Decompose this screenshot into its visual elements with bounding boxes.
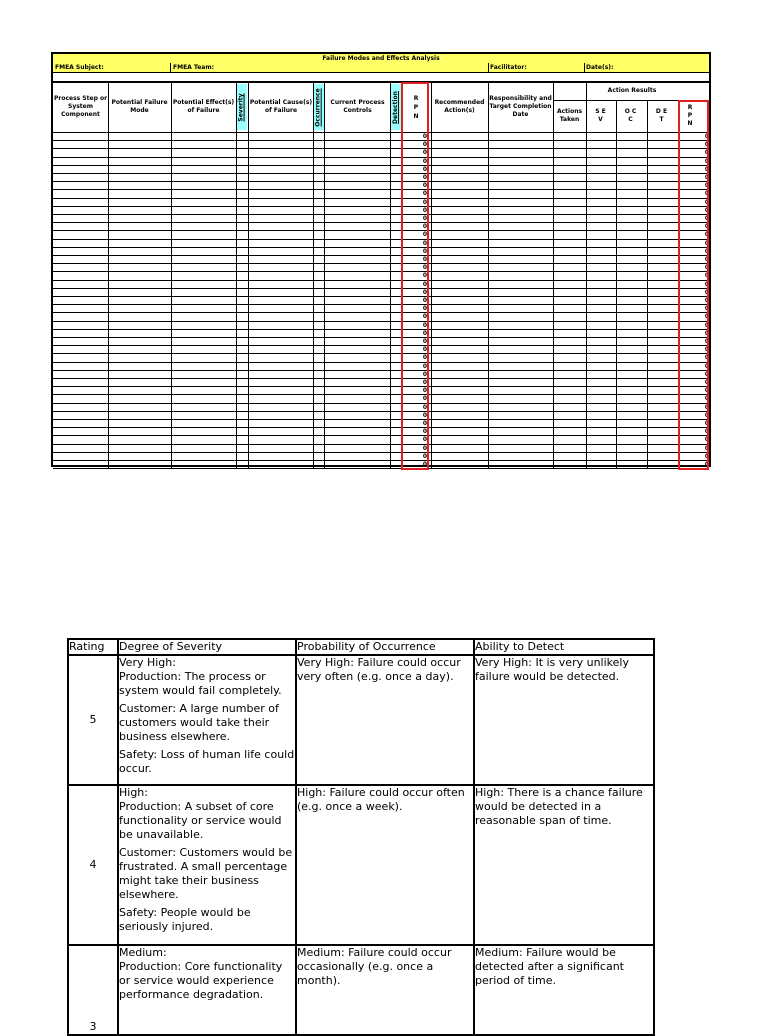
severity-cell: Very High: Production: The process or system would fail completely. Customer: A large number of customers would take their business elsewhere. Safety: Loss of human life could occur. xyxy=(118,655,296,785)
rpn-result-value: 0 xyxy=(704,165,709,173)
rpn-result-value: 0 xyxy=(704,354,709,362)
table-row xyxy=(53,394,709,395)
rpn-value: 0 xyxy=(422,338,427,345)
table-row xyxy=(68,945,654,1035)
rpn-result-value: 0 xyxy=(704,280,709,288)
rpn-value: 0 xyxy=(422,452,427,460)
table-row xyxy=(53,460,709,461)
table-row xyxy=(53,296,709,297)
rpn-result-value: 0 xyxy=(704,379,709,386)
dates-label: Date(s): xyxy=(586,64,614,71)
rpn-result-value: 0 xyxy=(704,305,709,313)
blank-row xyxy=(53,73,709,82)
fmea-subject-label: FMEA Subject: xyxy=(55,64,104,71)
rpn-result-value: 0 xyxy=(704,206,709,214)
col-header-rating: Rating xyxy=(68,639,118,655)
rpn-value: 0 xyxy=(422,149,427,157)
table-row xyxy=(53,452,709,453)
occurrence-cell: Very High: Failure could occur very often (e.g. once a day). xyxy=(296,655,474,785)
grid-line xyxy=(647,100,648,468)
rpn-value: 0 xyxy=(422,223,427,231)
table-row xyxy=(53,370,709,371)
occurrence-cell: High: Failure could occur often (e.g. once a week). xyxy=(296,785,474,945)
occurrence-cell: Medium: Failure could occur occasionally (e.g. once a month). xyxy=(296,945,474,1035)
rpn-value: 0 xyxy=(422,157,427,165)
rpn-result-value: 0 xyxy=(704,428,709,436)
table-row xyxy=(53,329,709,330)
table-row xyxy=(53,411,709,412)
grid-line xyxy=(53,82,709,83)
table-row xyxy=(53,337,709,338)
table-row xyxy=(53,173,709,174)
header-recommended-actions: Recommended Action(s) xyxy=(434,99,485,114)
rpn-value: 0 xyxy=(422,411,427,419)
rpn-value: 0 xyxy=(422,264,427,272)
table-row xyxy=(53,427,709,428)
table-row xyxy=(53,239,709,240)
rpn-value: 0 xyxy=(422,231,427,239)
rpn-result-value: 0 xyxy=(704,461,709,468)
rpn-value: 0 xyxy=(422,239,427,247)
table-row xyxy=(53,271,709,272)
col-header-severity: Degree of Severity xyxy=(118,639,296,655)
table-row xyxy=(53,181,709,182)
rpn-value: 0 xyxy=(422,182,427,190)
table-row xyxy=(68,655,654,785)
rpn-value: 0 xyxy=(422,354,427,362)
table-row xyxy=(53,386,709,387)
table-row xyxy=(53,189,709,190)
header-rpn: R P N xyxy=(413,94,419,120)
table-row xyxy=(68,785,654,945)
rpn-result-value: 0 xyxy=(704,182,709,190)
rpn-result-value: 0 xyxy=(704,321,709,329)
rpn-value: 0 xyxy=(422,346,427,354)
rpn-value: 0 xyxy=(422,133,427,140)
rpn-result-value: 0 xyxy=(704,223,709,231)
rpn-value: 0 xyxy=(422,428,427,436)
col-header-occurrence: Probability of Occurrence xyxy=(296,639,474,655)
table-row xyxy=(53,230,709,231)
worksheet-title: Failure Modes and Effects Analysis xyxy=(53,54,709,64)
rpn-value: 0 xyxy=(422,297,427,304)
rpn-value: 0 xyxy=(422,395,427,403)
table-row xyxy=(53,444,709,445)
col-header-detect: Ability to Detect xyxy=(474,639,654,655)
rpn-result-value: 0 xyxy=(704,411,709,419)
rpn-value: 0 xyxy=(422,174,427,181)
table-row xyxy=(53,247,709,248)
rpn-value: 0 xyxy=(422,165,427,173)
fmea-team-label: FMEA Team: xyxy=(173,64,214,71)
severity-cell: Medium: Production: Core functionality or service would experience performance degradation. xyxy=(118,945,296,1035)
rpn-result-value: 0 xyxy=(704,387,709,395)
rpn-value: 0 xyxy=(422,362,427,370)
header-causes: Potential Cause(s) of Failure xyxy=(249,99,313,114)
rpn-value: 0 xyxy=(422,280,427,288)
rpn-value: 0 xyxy=(422,198,427,206)
fmea-worksheet xyxy=(51,52,711,467)
table-row xyxy=(53,468,709,469)
table-row xyxy=(53,362,709,363)
rpn-value: 0 xyxy=(422,305,427,313)
rpn-value: 0 xyxy=(422,403,427,411)
rating-value: 4 xyxy=(68,785,118,945)
info-row xyxy=(53,63,709,73)
rating-value: 5 xyxy=(68,655,118,785)
header-sev: S E V xyxy=(595,108,606,123)
rpn-result-value: 0 xyxy=(704,215,709,222)
table-row xyxy=(53,312,709,313)
header-det: D E T xyxy=(655,108,668,123)
rpn-result-value: 0 xyxy=(704,198,709,206)
table-row xyxy=(53,321,709,322)
table-row xyxy=(53,148,709,149)
rpn-result-value: 0 xyxy=(704,313,709,321)
rpn-value: 0 xyxy=(422,379,427,386)
header-detection: Detection xyxy=(390,84,401,130)
grid-line xyxy=(53,132,709,133)
rpn-result-value: 0 xyxy=(704,444,709,452)
table-row xyxy=(53,165,709,166)
rpn-result-value: 0 xyxy=(704,231,709,239)
table-row xyxy=(53,288,709,289)
rpn-value: 0 xyxy=(422,370,427,378)
rpn-result-value: 0 xyxy=(704,264,709,272)
header-actions-taken: Actions Taken xyxy=(556,108,583,123)
table-row xyxy=(53,157,709,158)
rpn-value: 0 xyxy=(422,206,427,214)
rpn-result-value: 0 xyxy=(704,452,709,460)
header-responsibility: Responsibility and Target Completion Date xyxy=(489,95,552,118)
rpn-result-value: 0 xyxy=(704,239,709,247)
rpn-result-value: 0 xyxy=(704,362,709,370)
table-row xyxy=(53,304,709,305)
rpn-result-value: 0 xyxy=(704,288,709,296)
table-row xyxy=(53,140,709,141)
rpn-result-value: 0 xyxy=(704,149,709,157)
header-effects: Potential Effect(s) of Failure xyxy=(172,99,235,114)
header-controls: Current Process Controls xyxy=(330,99,385,114)
detect-cell: Very High: It is very unlikely failure would be detected. xyxy=(474,655,654,785)
rating-table-header xyxy=(68,639,654,655)
rpn-result-value: 0 xyxy=(704,297,709,304)
header-severity: Severity xyxy=(236,84,247,130)
table-row xyxy=(53,222,709,223)
rpn-result-value: 0 xyxy=(704,370,709,378)
rpn-result-highlight xyxy=(678,100,709,470)
rpn-result-value: 0 xyxy=(704,420,709,427)
table-row xyxy=(53,403,709,404)
detect-cell: High: There is a chance failure would be detected in a reasonable span of time. xyxy=(474,785,654,945)
rpn-result-value: 0 xyxy=(704,247,709,255)
rpn-result-value: 0 xyxy=(704,403,709,411)
rpn-result-value: 0 xyxy=(704,133,709,140)
header-occ: O C C xyxy=(624,108,637,123)
rpn-result-value: 0 xyxy=(704,157,709,165)
rpn-value: 0 xyxy=(422,444,427,452)
table-row xyxy=(53,206,709,207)
table-row xyxy=(53,198,709,199)
rpn-result-value: 0 xyxy=(704,395,709,403)
table-row xyxy=(53,378,709,379)
rpn-value: 0 xyxy=(422,215,427,222)
table-row xyxy=(53,255,709,256)
rpn-value: 0 xyxy=(422,256,427,263)
rpn-highlight xyxy=(401,82,429,470)
rating-table xyxy=(67,638,655,1036)
rpn-value: 0 xyxy=(422,247,427,255)
facilitator-label: Facilitator: xyxy=(490,64,527,71)
rpn-result-value: 0 xyxy=(704,346,709,354)
rpn-value: 0 xyxy=(422,436,427,444)
rpn-value: 0 xyxy=(422,190,427,198)
table-row xyxy=(53,353,709,354)
header-action-results: Action Results xyxy=(607,87,657,94)
header-occurrence: Occurrence xyxy=(313,84,324,130)
rpn-value: 0 xyxy=(422,272,427,280)
rpn-result-value: 0 xyxy=(704,329,709,337)
rpn-value: 0 xyxy=(422,329,427,337)
grid-line xyxy=(616,100,617,468)
rpn-result-value: 0 xyxy=(704,174,709,181)
rpn-value: 0 xyxy=(422,313,427,321)
table-row xyxy=(53,214,709,215)
table-row xyxy=(53,435,709,436)
rpn-result-value: 0 xyxy=(704,141,709,149)
rpn-result-value: 0 xyxy=(704,272,709,280)
rpn-value: 0 xyxy=(422,387,427,395)
rpn-value: 0 xyxy=(422,420,427,427)
table-row xyxy=(53,280,709,281)
rpn-result-value: 0 xyxy=(704,436,709,444)
rating-value: 3 xyxy=(68,945,118,1035)
rpn-result-value: 0 xyxy=(704,190,709,198)
header-rpn-result: R P N xyxy=(687,104,693,127)
severity-cell: High: Production: A subset of core functionality or service would be unavailable. Customer: Customers would be frustrated. A small percentage might take their business elsewhere. Safety: People would be seriously injured. xyxy=(118,785,296,945)
table-row xyxy=(53,345,709,346)
rpn-value: 0 xyxy=(422,321,427,329)
detect-cell: Medium: Failure would be detected after a significant period of time. xyxy=(474,945,654,1035)
rpn-result-value: 0 xyxy=(704,338,709,345)
header-failure-mode: Potential Failure Mode xyxy=(111,99,168,114)
table-row xyxy=(53,263,709,264)
rpn-value: 0 xyxy=(422,461,427,468)
table-row xyxy=(53,419,709,420)
rpn-value: 0 xyxy=(422,288,427,296)
rpn-value: 0 xyxy=(422,141,427,149)
rpn-result-value: 0 xyxy=(704,256,709,263)
header-process-step: Process Step or System Component xyxy=(53,95,108,118)
